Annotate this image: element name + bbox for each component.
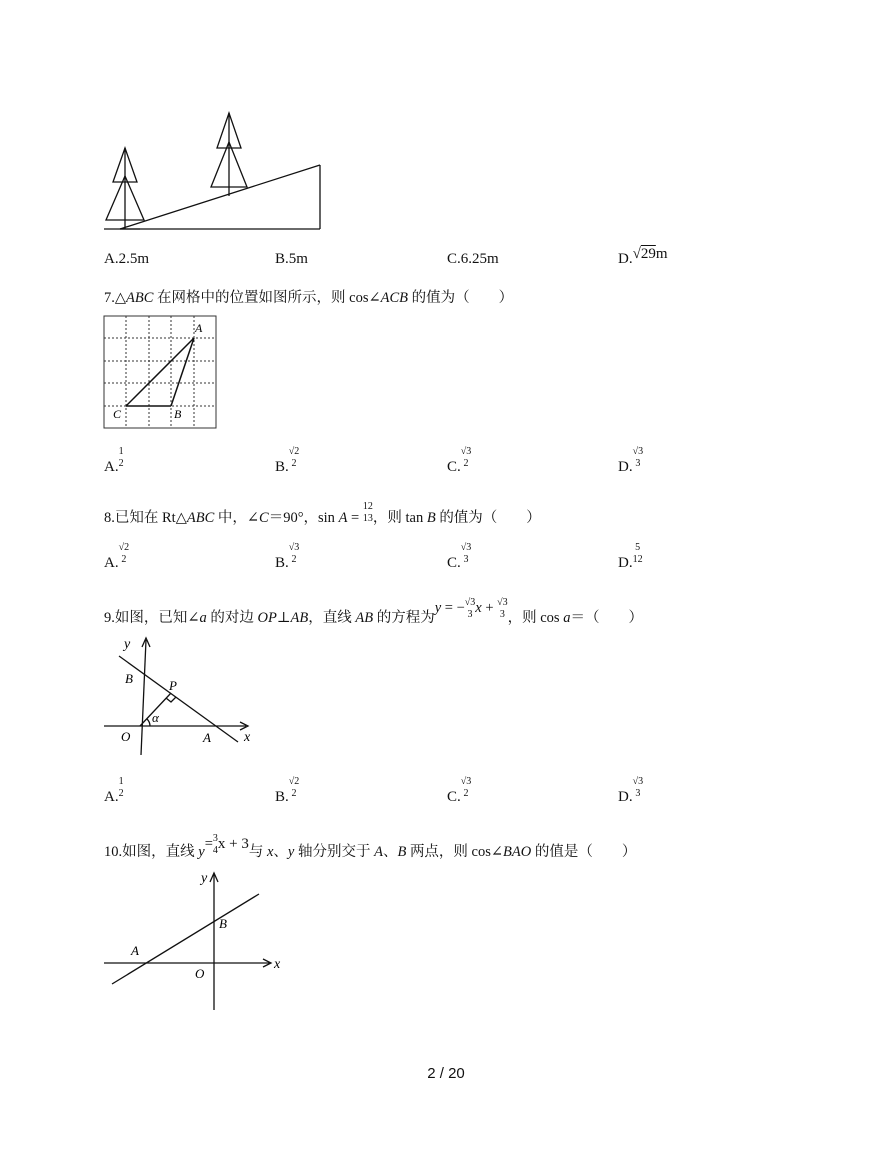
q9-option-d[interactable]: D. √3 3: [618, 776, 644, 806]
q9-option-b[interactable]: B. √2 2: [275, 776, 300, 806]
page-number: 2 / 20: [427, 1065, 465, 1082]
q10-label-a: A: [131, 943, 139, 958]
q7-label-b: B: [174, 407, 182, 421]
q8-option-c[interactable]: C. √3 3: [447, 542, 472, 572]
q7-question: 7.△ABC 在网格中的位置如图所示，则 cos∠ACB 的值为（ ）: [104, 290, 514, 306]
q6-option-d[interactable]: [618, 246, 668, 267]
q7-option-c[interactable]: C. √3 2: [447, 446, 472, 476]
q7-option-a[interactable]: A. 1 2: [104, 446, 124, 476]
q10-label-y: y: [201, 871, 208, 886]
q7-label-a: A: [195, 321, 203, 335]
sqrt-icon: √: [632, 246, 641, 262]
q10-label-o: O: [195, 966, 205, 981]
q9-label-b: B: [125, 671, 133, 686]
q7-option-d[interactable]: D. √3 3: [618, 446, 644, 476]
q8-option-b[interactable]: B. √3 2: [275, 542, 300, 572]
q9-label-o: O: [121, 729, 131, 744]
q10-label-x: x: [274, 957, 281, 972]
q9-option-a[interactable]: A. 1 2: [104, 776, 124, 806]
q8-question: 8.已知在 Rt△ABC 中，∠C＝90°，sin A = 12 13 ，则 tan B 的值为（ ）: [104, 500, 541, 526]
q6-option-d-prefix: D.: [618, 251, 633, 267]
q9-question: 9.如图，已知∠a 的对边 OP⊥AB，直线 AB 的方程为y = − √3 3 x + √3 3 ，则 cos a＝（ ）: [104, 596, 643, 626]
q9-option-c[interactable]: C. √3 2: [447, 776, 472, 806]
q7-option-b[interactable]: B. √2 2: [275, 446, 300, 476]
q6-option-d-unit: m: [655, 246, 668, 262]
q6-option-b[interactable]: B.5m: [275, 251, 308, 267]
q6-option-d-radicand: 29: [640, 246, 656, 262]
q10-question: 10.如图，直线 y= 3 4 x + 3与 x、y 轴分别交于 A、B 两点，则 cos∠BAO 的值是（ ）: [104, 832, 637, 860]
q6-option-c[interactable]: C.6.25m: [447, 251, 499, 267]
q9-label-x: x: [244, 730, 251, 745]
q9-label-alpha: α: [152, 710, 159, 725]
q10-label-b: B: [219, 916, 227, 931]
q6-option-a[interactable]: A.2.5m: [104, 251, 149, 267]
q9-label-y: y: [124, 637, 131, 652]
q7-label-c: C: [113, 407, 122, 421]
q8-option-a[interactable]: A. √2 2: [104, 542, 130, 572]
q8-option-d[interactable]: D. 5 12: [618, 542, 643, 572]
q9-label-a: A: [203, 730, 211, 745]
q9-label-p: P: [169, 678, 177, 693]
